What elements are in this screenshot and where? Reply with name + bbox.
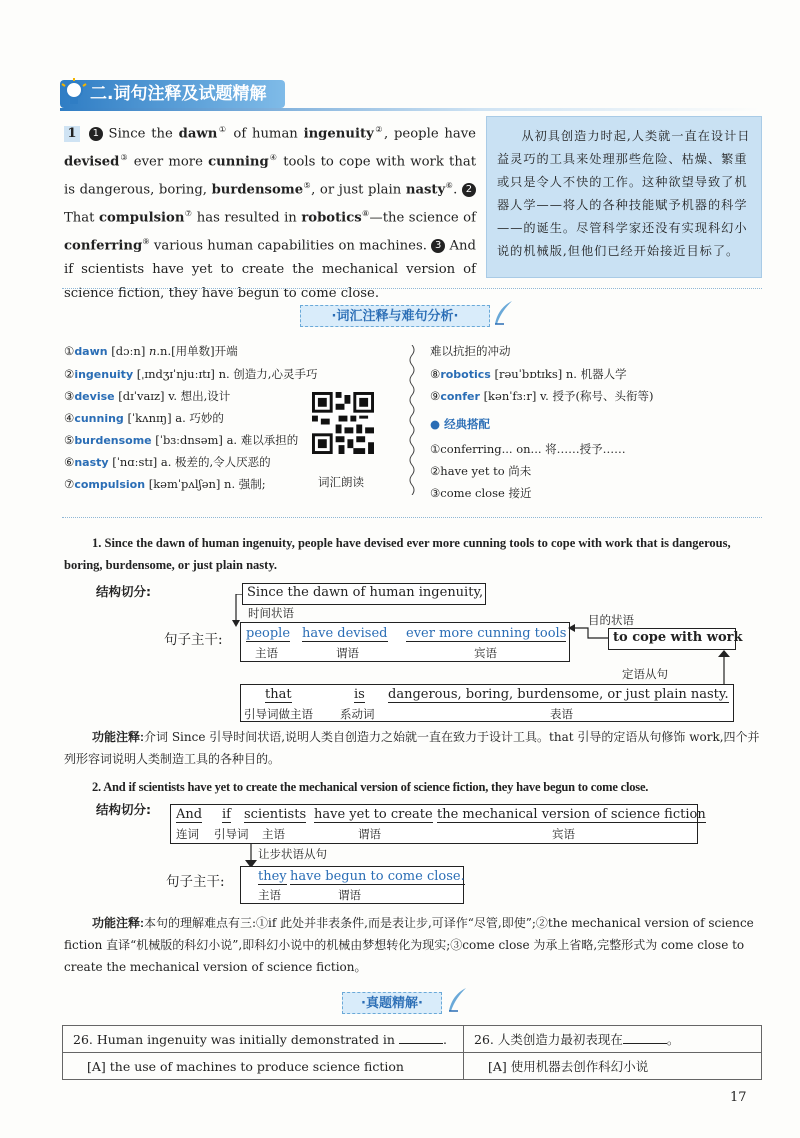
since-clause-box: Since the dawn of human ingenuity, xyxy=(242,583,486,605)
main-trunk-label: 句子主干: xyxy=(166,874,225,890)
question-cn: 26. 人类创造力最初表现在 。 xyxy=(464,1026,762,1053)
function-note-2: 功能注释:本句的理解难点有三:①if 此处并非表条件,而是表让步,可译作“尽管,即使”;②the mechanical version of science fiction 直译“机械版的科幻小说”,即科幻小说中的机械由梦想转化为现实;③come close 为承上省略,完整形式为 come close to create the mechanical version of science fiction。 xyxy=(64,916,754,974)
subject-they: they xyxy=(258,869,287,884)
main-trunk-label: 句子主干: xyxy=(164,632,223,648)
sentence-marker-3: 3 xyxy=(431,239,445,253)
divider-wave xyxy=(408,345,416,495)
bullet-icon: ● xyxy=(430,417,441,431)
vocab-item: ⑦compulsion [kəmˈpʌlʃən] n. 强制; xyxy=(64,477,266,491)
passage-text: And if scientists have yet to create the mechanical version of science fiction, they have begun to come close. xyxy=(64,238,476,301)
subject-label: 主语 xyxy=(255,646,278,660)
predicate-label: 谓语 xyxy=(358,827,381,841)
collocation-item: ①conferring... on... 将……授予…… xyxy=(430,442,626,456)
passage-text: , people have xyxy=(384,126,476,142)
keyword-devised: devised xyxy=(64,154,120,170)
object-label: 宾语 xyxy=(552,827,575,841)
intro-label: 引导词 xyxy=(214,827,249,841)
collocation-item: ③come close 接近 xyxy=(430,486,532,500)
keyword-dawn: dawn xyxy=(178,126,218,142)
arrow-up xyxy=(716,650,732,686)
word-if: if xyxy=(222,807,231,822)
passage-text: tools to cope with work that is dangerous, boring, xyxy=(64,154,476,198)
vocab-item: ①dawn [dɔːn] n.n.[用单数]开端 xyxy=(64,344,238,358)
passage-text: That xyxy=(64,210,95,226)
attributive-clause-label: 定语从句 xyxy=(622,667,668,681)
vocab-item: ⑥nasty [ˈnɑːstɪ] a. 极差的,令人厌恶的 xyxy=(64,455,271,469)
passage-text: has resulted in xyxy=(196,210,297,226)
answer-blank xyxy=(399,1031,443,1044)
arrow-down xyxy=(245,844,257,868)
predicative-words: dangerous, boring, burdensome, or just plain nasty. xyxy=(388,687,729,702)
vocab-item: ⑨confer [kənˈfɜːr] v. 授予(称号、头衔等) xyxy=(430,389,654,403)
sentence-marker-1: 1 xyxy=(89,127,103,141)
paragraph-number: 1 xyxy=(64,126,80,142)
section-title: 二.词句注释及试题精解 xyxy=(60,80,285,108)
option-a-cn: [A] 使用机器去创作科幻小说 xyxy=(464,1053,762,1080)
qr-code-icon xyxy=(312,392,374,454)
predicate-have-devised: have devised xyxy=(302,626,388,641)
word-that: that xyxy=(265,687,292,702)
qr-caption: 词汇朗读 xyxy=(318,475,364,489)
vocab-item: ②ingenuity [ˌɪndʒɪˈnjuːɪtɪ] n. 创造力,心灵手巧 xyxy=(64,367,318,381)
word-and: And xyxy=(176,807,203,822)
predicate-begun: have begun to come close. xyxy=(290,869,465,884)
section-header-underline xyxy=(60,108,760,111)
collocation-item: ②have yet to 尚未 xyxy=(430,464,532,478)
conj-label: 连词 xyxy=(176,827,199,841)
concessive-clause-label: 让步状语从句 xyxy=(258,847,327,861)
lightbulb-icon xyxy=(60,78,88,108)
structure-label: 结构切分: xyxy=(96,584,151,599)
vocab-item: ③devise [dɪˈvaɪz] v. 想出,设计 xyxy=(64,389,231,403)
option-a-en: [A] the use of machines to produce science fiction xyxy=(63,1053,464,1080)
structure-label: 结构切分: xyxy=(96,802,151,817)
passage-paragraph: 1 1 Since the dawn① of human ingenuity②, people have devised③ ever more cunning④ tools to cope with work that is dangerous, boring, burdensome⑤, or just plain nasty⑥. 2 That compulsion⑦ has resulted in robotics⑧—the science of conferring⑨ various human capabilities on machines. 3 And if scientists have yet to create the mechanical version of science fiction, they have begun to come close. xyxy=(64,125,477,301)
vocab-continuation: 难以抗拒的冲动 xyxy=(430,344,511,358)
page-number: 17 xyxy=(730,1090,747,1105)
translation-panel: 从初具创造力时起,人类就一直在设计日益灵巧的工具来处理那些危险、枯燥、繁重或只是令人不快的工作。这种欲望导致了机器人学——将人的各种技能赋予机器的科学——的诞生。尽管科学家还没有实现科幻小说的机械版,但他们已经开始接近目标了。 xyxy=(486,116,762,278)
word-scientists: scientists xyxy=(244,807,307,822)
keyword-conferring: conferring xyxy=(64,238,143,254)
to-cope-box: to cope with work xyxy=(608,628,736,650)
question-table xyxy=(62,1025,762,1080)
collocation-title: ● 经典搭配 xyxy=(430,417,491,431)
keyword-ingenuity: ingenuity xyxy=(303,126,374,142)
arrow-left xyxy=(568,624,610,644)
purpose-adverbial-label: 目的状语 xyxy=(588,613,634,627)
word-mechanical: the mechanical version of science fiction xyxy=(437,807,706,822)
keyword-nasty: nasty xyxy=(405,182,446,198)
passage-text: Since the xyxy=(108,126,173,142)
vocab-item: ④cunning [ˈkʌnɪŋ] a. 巧妙的 xyxy=(64,411,224,425)
subject-label: 主语 xyxy=(262,827,285,841)
word-is: is xyxy=(354,687,365,702)
passage-text: , or just plain xyxy=(311,182,402,198)
vocab-item: ⑧robotics [rəuˈbɒtɪks] n. 机器人学 xyxy=(430,367,627,381)
exam-section-tag: ·真题精解· xyxy=(342,992,442,1014)
passage-text: —the science of xyxy=(369,210,477,226)
divider xyxy=(62,288,762,289)
passage-text: of human xyxy=(233,126,298,142)
answer-blank xyxy=(623,1031,667,1044)
keyword-cunning: cunning xyxy=(208,154,269,170)
keyword-compulsion: compulsion xyxy=(98,210,185,226)
link-verb-label: 系动词 xyxy=(340,707,375,721)
vocab-section-tag: ·词汇注释与难句分析· xyxy=(300,305,490,327)
object-label: 宾语 xyxy=(474,646,497,660)
sentence-marker-2: 2 xyxy=(462,183,476,197)
relative-subject-label: 引导词做主语 xyxy=(244,707,313,721)
divider xyxy=(62,517,762,518)
keyword-burdensome: burdensome xyxy=(211,182,304,198)
passage-text: ever more xyxy=(133,154,203,170)
quill-icon xyxy=(492,300,514,326)
sentence-1-text: 1. Since the dawn of human ingenuity, people have devised ever more cunning tools to cope with work that is dangerous, boring, burdensome, or just plain nasty. xyxy=(64,536,731,572)
subject-people: people xyxy=(246,626,291,641)
predicate-label: 谓语 xyxy=(336,646,359,660)
sentence-2-text: 2. And if scientists have yet to create the mechanical version of science fiction, they have begun to come close. xyxy=(92,780,649,794)
time-adverbial-label: 时间状语 xyxy=(248,606,294,620)
predicative-label: 表语 xyxy=(550,707,573,721)
object-tools: ever more cunning tools xyxy=(406,626,567,641)
passage-text: various human capabilities on machines. xyxy=(153,238,427,254)
predicate-label: 谓语 xyxy=(338,888,361,902)
function-note-1: 功能注释:介词 Since 引导时间状语,说明人类自创造力之始就一直在致力于设计工具。that 引导的定语从句修饰 work,四个并列形容词说明人类制造工具的各种目的。 xyxy=(64,730,760,766)
quill-icon xyxy=(446,987,468,1013)
keyword-robotics: robotics xyxy=(301,210,362,226)
subject-label: 主语 xyxy=(258,888,281,902)
word-have-yet: have yet to create xyxy=(314,807,433,822)
question-en: 26. Human ingenuity was initially demonstrated in . xyxy=(63,1026,464,1053)
vocab-item: ⑤burdensome [ˈbɜːdnsəm] a. 难以承担的 xyxy=(64,433,299,447)
